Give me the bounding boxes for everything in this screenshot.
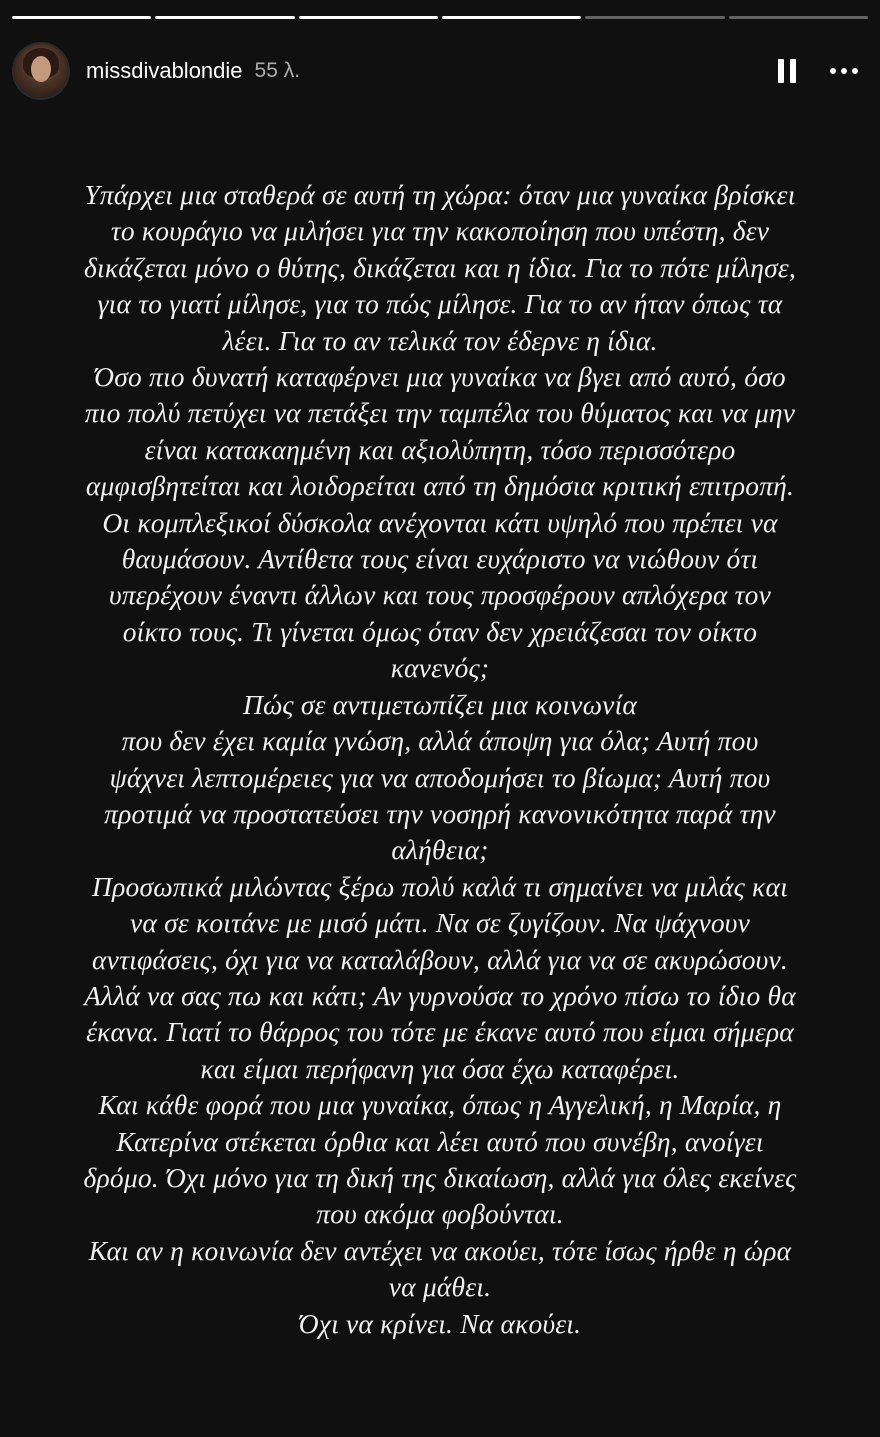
story-text-line: δρόμο. Όχι μόνο για τη δική της δικαίωση, αλλά για όλες εκείνες xyxy=(83,1161,797,1193)
profile-avatar[interactable] xyxy=(14,44,68,98)
story-text-line: αμφισβητείται και λοιδορείται από τη δημόσια κριτική επιτροπή. xyxy=(85,470,795,502)
story-text xyxy=(18,177,862,1342)
story-text-line: Όσο πιο δυνατή καταφέρνει μια γυναίκα να βγει από αυτό, όσο xyxy=(94,361,786,393)
story-text-line: Και κάθε φορά που μια γυναίκα, όπως η Αγγελική, η Μαρία, η xyxy=(98,1089,782,1121)
story-text-line: αλήθεια; xyxy=(391,834,489,866)
progress-segment-fill xyxy=(12,16,151,19)
story-text-line: κανενός; xyxy=(390,652,490,684)
story-text-line: να μάθει. xyxy=(388,1271,492,1303)
pause-icon[interactable] xyxy=(778,59,796,83)
story-text-line: έκανα. Γιατί το θάρρος του τότε με έκανε αυτό που είμαι σήμερα xyxy=(86,1016,794,1048)
story-text-line: Αλλά να σας πω και κάτι; Αν γυρνούσα το χρόνο πίσω το ίδιο θα xyxy=(84,979,796,1011)
story-text-line: Και αν η κοινωνία δεν αντέχει να ακούει, τότε ίσως ήρθε η ώρα xyxy=(88,1234,792,1266)
story-text-line: που ακόμα φοβούνται. xyxy=(316,1198,564,1230)
progress-segment xyxy=(155,16,294,19)
story-text-line: και είμαι περήφανη για όσα έχω καταφέρει. xyxy=(200,1052,680,1084)
progress-segment xyxy=(12,16,151,19)
story-text-line: λέει. Για το αν τελικά τον έδερνε η ίδια. xyxy=(222,324,658,356)
story-controls xyxy=(778,59,858,83)
username-link[interactable]: missdivablondie xyxy=(86,58,243,83)
story-text-line: θαυμάσουν. Αντίθετα τους είναι ευχάριστο να νιώθουν ότι xyxy=(121,543,759,575)
progress-segment-fill xyxy=(299,16,438,19)
story-text-line: αντιφάσεις, όχι για να καταλάβουν, αλλά για να σε ακυρώσουν. xyxy=(92,943,788,975)
progress-segment xyxy=(585,16,724,19)
story-progress-bar xyxy=(12,16,868,19)
story-text-line: Πώς σε αντιμετωπίζει μια κοινωνία xyxy=(242,688,638,720)
progress-segment xyxy=(729,16,868,19)
story-text-line: πιο πολύ πετύχει να πετάξει την ταμπέλα του θύματος και να μην xyxy=(84,397,796,429)
story-text-line: Κατερίνα στέκεται όρθια και λέει αυτό που συνέβη, ανοίγει xyxy=(116,1125,764,1157)
more-options-icon[interactable] xyxy=(830,68,858,74)
post-time: 55 λ. xyxy=(254,59,301,82)
story-text-line: Οι κομπλεξικοί δύσκολα ανέχονται κάτι υψηλό που πρέπει να xyxy=(102,506,778,538)
story-text-line: Όχι να κρίνει. Να ακούει. xyxy=(298,1307,582,1339)
story-text-line: είναι κατακαημένη και αξιολύπητη, τόσο περισσότερο xyxy=(144,433,736,465)
story-text-line: δικάζεται μόνο ο θύτης, δικάζεται και η ίδια. Για το πότε μίλησε, xyxy=(84,251,796,283)
story-text-line: οίκτο τους. Τι γίνεται όμως όταν δεν χρειάζεσαι τον οίκτο xyxy=(122,615,758,647)
story-text-line: Υπάρχει μια σταθερά σε αυτή τη χώρα: όταν μια γυναίκα βρίσκει xyxy=(84,179,796,210)
story-text-line: υπερέχουν έναντι άλλων και τους προσφέρουν απλόχερα τον xyxy=(109,579,771,611)
story-text-line: για το γιατί μίλησε, για το πώς μίλησε. Για το αν ήταν όπως τα xyxy=(97,288,783,320)
story-text-line: προτιμά να προστατεύσει την νοσηρή κανονικότητα παρά την xyxy=(104,797,776,829)
story-header xyxy=(14,42,858,100)
story-text-line: ψάχνει λεπτομέρειες για να αποδομήσει το βίωμα; Αυτή που xyxy=(109,761,771,793)
story-text-line: Προσωπικά μιλώντας ξέρω πολύ καλά τι σημαίνει να μιλάς και xyxy=(92,870,788,902)
progress-segment-fill xyxy=(155,16,294,19)
progress-segment xyxy=(299,16,438,19)
progress-segment-fill xyxy=(442,16,581,19)
story-text-line: να σε κοιτάνε με μισό μάτι. Να σε ζυγίζουν. Να ψάχνουν xyxy=(129,907,751,939)
story-text-line: που δεν έχει καμία γνώση, αλλά άποψη για όλα; Αυτή που xyxy=(121,725,759,757)
progress-segment xyxy=(442,16,581,19)
story-text-line: το κουράγιο να μιλήσει για την κακοποίηση που υπέστη, δεν xyxy=(110,215,770,247)
avatar-face xyxy=(31,56,51,82)
